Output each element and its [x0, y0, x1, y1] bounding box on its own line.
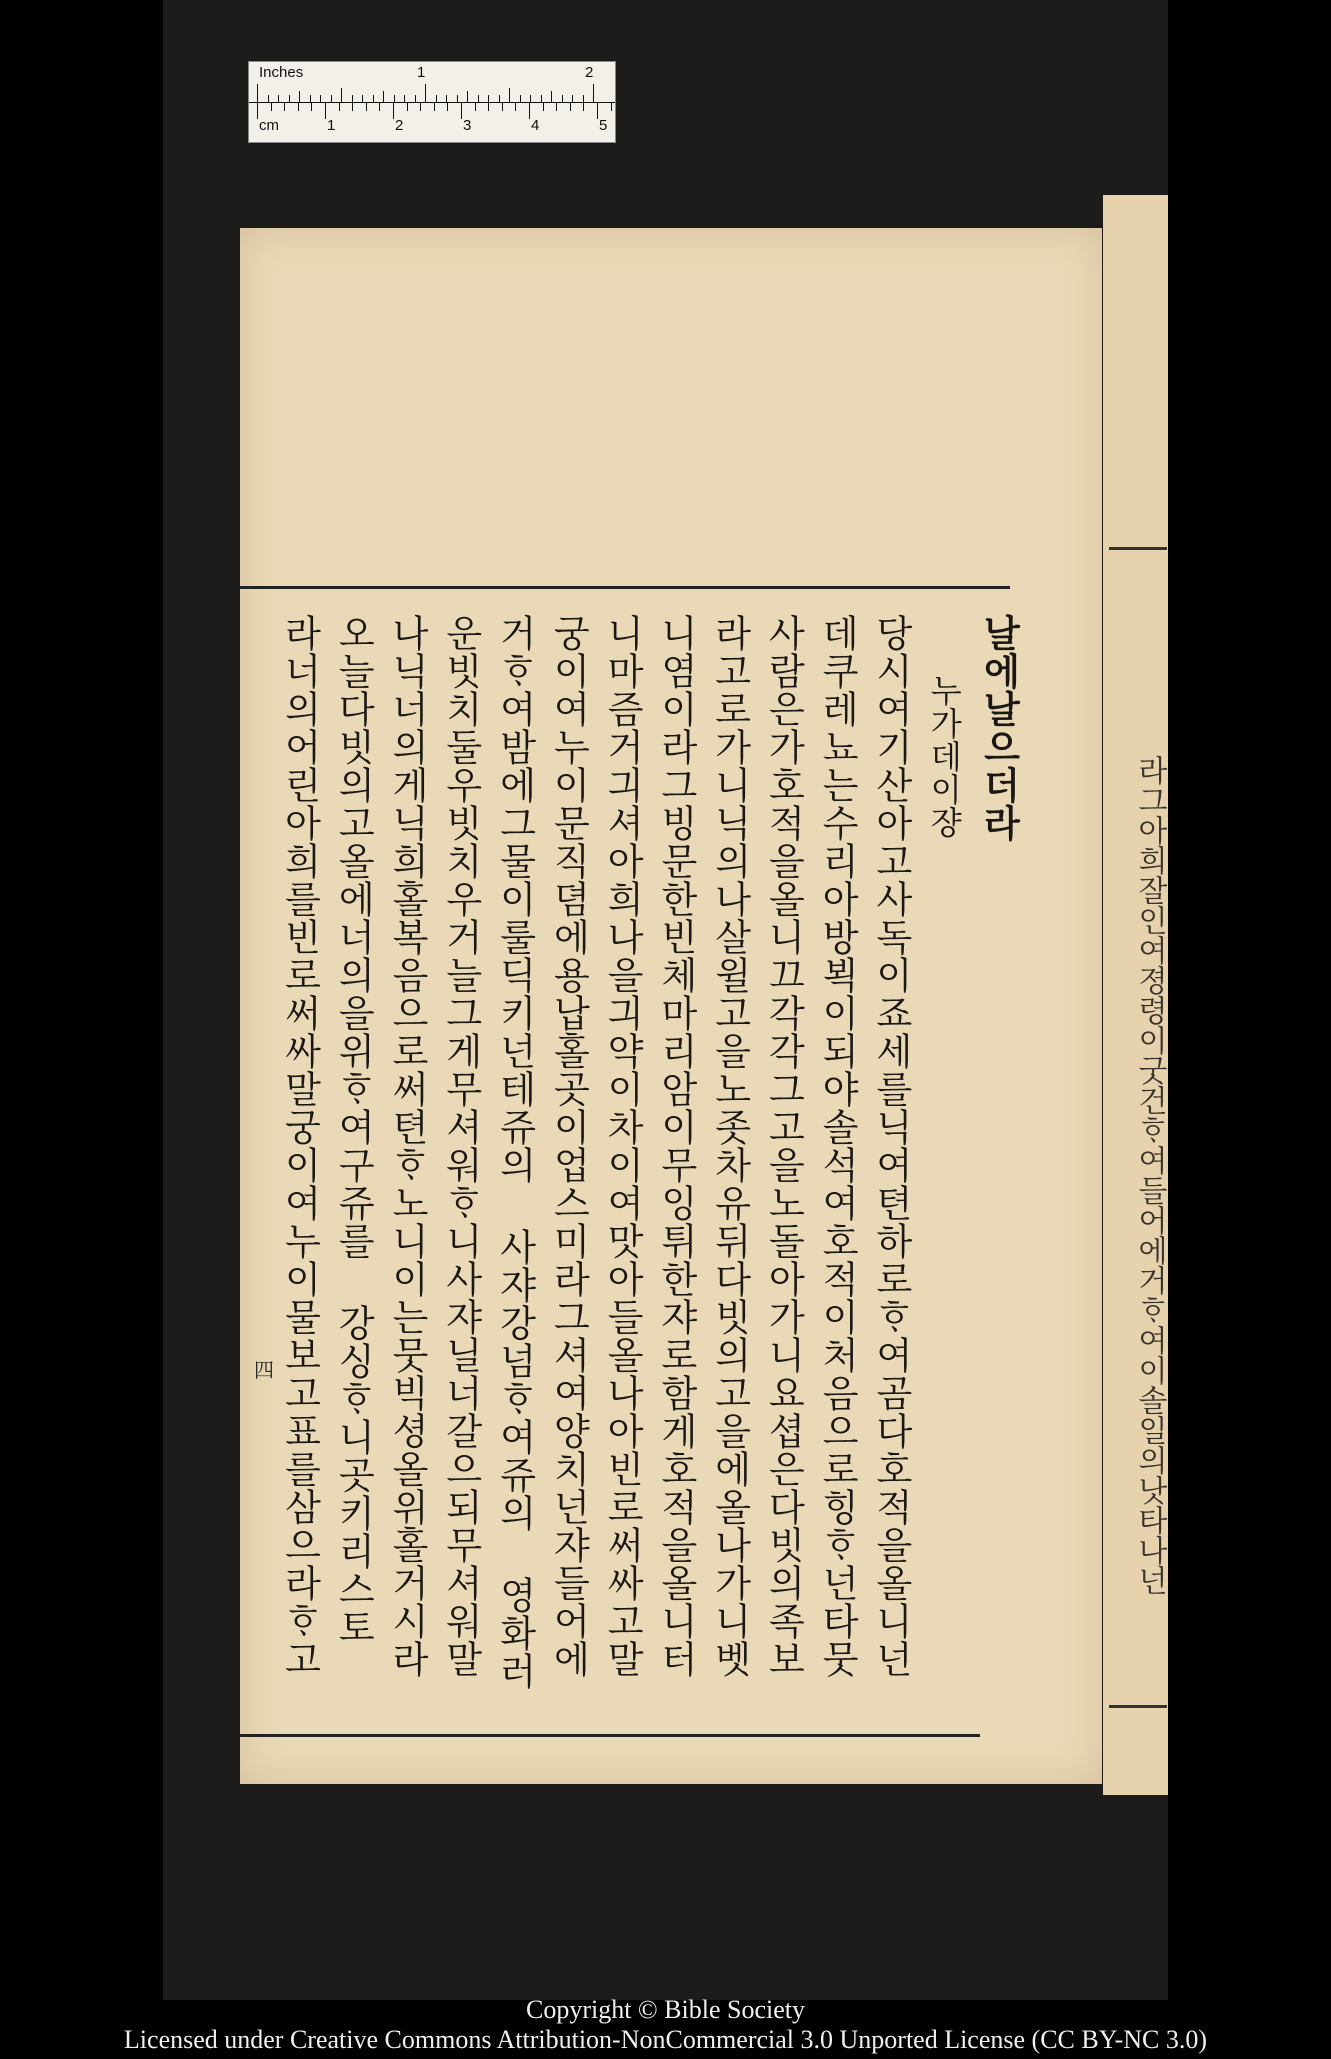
ruler-inch-mark: 1 — [417, 64, 426, 81]
facing-top-rule — [1109, 547, 1167, 550]
ruler-tick — [299, 91, 300, 102]
chapter-subtitle: 누가데이쟝 — [925, 674, 964, 839]
ruler-tick — [325, 103, 326, 119]
ruler-tick — [393, 103, 394, 119]
ruler-tick — [425, 84, 426, 102]
ruler-midline — [249, 102, 615, 103]
ruler-tick — [562, 95, 563, 102]
ruler-inch-mark: 2 — [585, 64, 594, 81]
top-rule — [240, 586, 1010, 589]
ruler-tick — [583, 95, 584, 102]
ruler-tick — [257, 103, 258, 119]
text-column: 거ᄒᆞ여밤에그물이룰딕키넌테쥬의 사쟈강넘ᄒᆞ여쥬의 영화러 — [493, 614, 537, 1690]
ruler-tick — [529, 103, 530, 119]
ruler-tick — [415, 95, 416, 102]
ruler-cm-mark: 5 — [599, 117, 608, 134]
ruler-tick — [284, 103, 285, 111]
ruler-tick — [447, 103, 448, 111]
ruler-tick — [298, 103, 299, 111]
ruler-tick — [341, 88, 342, 102]
ruler-cm-mark: 2 — [395, 117, 404, 134]
ruler-tick — [310, 95, 311, 102]
text-column: 데쿠레뇨는수리아방뵉이되야솔석여호적이처음으로힝ᄒᆞ넌타뭇 — [815, 614, 859, 1678]
license-line: Licensed under Creative Commons Attribution-NonCommercial 3.0 Unported License (CC BY-NC 3.0) — [123, 2025, 1208, 2054]
ruler-tick — [611, 103, 612, 111]
ruler-tick — [268, 95, 269, 102]
ruler-tick — [541, 95, 542, 102]
ruler-tick — [488, 103, 489, 111]
ruler-tick — [520, 95, 521, 102]
vertical-text-block — [276, 614, 1021, 1721]
text-column: 사람은가호적을올니끄각각그고을노돌아가니요셥은다빗의족보 — [761, 614, 805, 1678]
ruler-tick — [515, 103, 516, 111]
ruler-tick — [488, 95, 489, 102]
ruler-cm-mark: 1 — [327, 117, 336, 134]
text-column: 오늘다빗의고올에너의을위ᄒᆞ여구쥬를 강싱ᄒᆞ니곳키리스토 — [331, 614, 375, 1646]
ruler-tick — [420, 103, 421, 111]
ruler-tick — [339, 103, 340, 111]
copyright-line: Copyright © Bible Society — [525, 1995, 806, 2024]
facing-page-edge — [1103, 195, 1168, 1795]
ruler-tick — [543, 103, 544, 111]
text-column: 궁이여누이문직뎜에용납홀곳이업스미라그셔여양치넌쟈들어에 — [546, 614, 590, 1678]
ruler-cm-mark: 4 — [531, 117, 540, 134]
facing-page-text: 라그아희잘인여졍령이굿건ᄒᆞ여들어에거ᄒᆞ여이솔일의낫타나넌 — [1132, 755, 1167, 1595]
bottom-rule — [240, 1734, 980, 1737]
ruler-tick — [570, 103, 571, 111]
book-page — [240, 228, 1102, 1784]
ruler-tick — [556, 103, 557, 111]
text-column: 운빗치둘우빗치우거늘그게무셔워ᄒᆞ니사쟈닐너갈으되무셔워말 — [439, 614, 483, 1678]
text-column: 라고로가니닉의나살윌고을노좃차유뒤다빗의고을에올나가니벳 — [708, 614, 752, 1678]
ruler-tick — [373, 95, 374, 102]
ruler-tick — [311, 103, 312, 111]
ruler-cm-mark: 3 — [463, 117, 472, 134]
ruler-tick — [475, 103, 476, 111]
ruler-tick — [352, 95, 353, 102]
text-column: 나닉너의게닉희홀복음으로써텬ᄒᆞ노니이는뭇빅셩올위홀거시라 — [385, 614, 429, 1678]
ruler-tick — [467, 91, 468, 102]
ruler-tick — [593, 84, 594, 102]
page-number: 四 — [254, 1358, 274, 1382]
text-column: 니염이라그빙문한빈체마리암이무잉튀한쟈로함게호적을올니터 — [654, 614, 698, 1678]
ruler-tick — [257, 84, 258, 102]
ruler-tick — [461, 103, 462, 119]
ruler-cm-label: cm — [259, 117, 279, 134]
text-column: 니마즘거긔셔아희나을긔약이차이여맛아들올나아빈로써싸고말 — [600, 614, 644, 1678]
ruler-tick — [509, 88, 510, 102]
ruler-tick — [320, 95, 321, 102]
ruler-tick — [583, 103, 584, 111]
ruler-tick — [457, 95, 458, 102]
ruler-tick — [551, 91, 552, 102]
ruler-tick — [289, 95, 290, 102]
ruler-inches-label: Inches — [259, 64, 304, 81]
ruler-tick — [407, 103, 408, 111]
scale-ruler — [248, 61, 616, 143]
chapter-title: 날에날으더라 — [976, 614, 1020, 842]
text-column: 당시여기산아고사독이죠세를닉여텬하로ᄒᆞ여곰다호적을올니넌 — [869, 614, 913, 1678]
ruler-tick — [404, 95, 405, 102]
ruler-tick — [499, 95, 500, 102]
ruler-tick — [394, 95, 395, 102]
ruler-tick — [366, 103, 367, 111]
ruler-tick — [530, 95, 531, 102]
ruler-tick — [352, 103, 353, 111]
ruler-tick — [436, 95, 437, 102]
ruler-tick — [271, 103, 272, 111]
ruler-tick — [446, 95, 447, 102]
ruler-tick — [379, 103, 380, 111]
ruler-tick — [383, 91, 384, 102]
ruler-tick — [597, 103, 598, 119]
ruler-tick — [331, 95, 332, 102]
ruler-tick — [502, 103, 503, 111]
text-column: 라너의어린아희를빈로써싸말궁이여누이물보고표를삼으라ᄒᆞ고 — [278, 614, 321, 1678]
ruler-tick — [572, 95, 573, 102]
ruler-tick — [362, 95, 363, 102]
ruler-tick — [478, 95, 479, 102]
ruler-tick — [278, 95, 279, 102]
facing-bottom-rule — [1109, 1705, 1167, 1708]
ruler-tick — [434, 103, 435, 111]
